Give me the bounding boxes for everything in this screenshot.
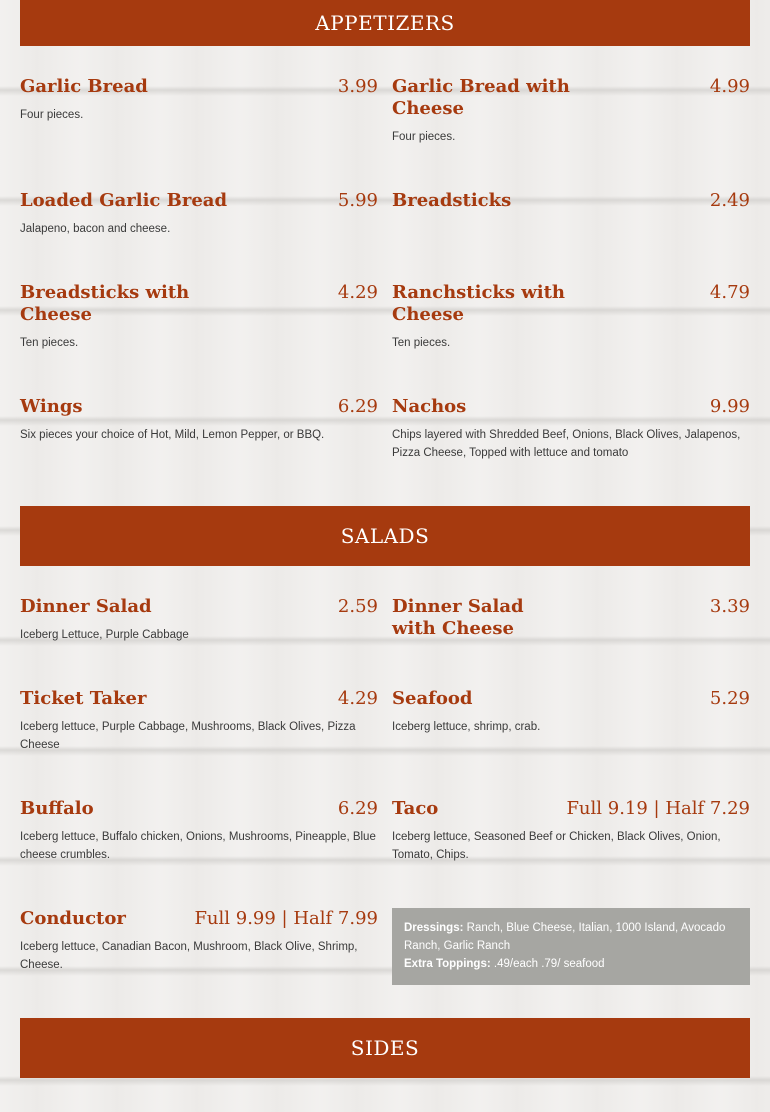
menu-item-taco [392,798,750,864]
menu-item-wings [20,396,378,444]
item-name: Seafood [392,688,473,709]
menu-item-loaded-garlic-bread [20,190,378,238]
item-description: Ten pieces. [392,337,451,349]
item-name: Conductor [20,908,126,929]
dressings-list: Ranch, Blue Cheese, Italian, 1000 Island, Avocado Ranch, Garlic Ranch [404,922,726,952]
item-price: Full 9.99 | Half 7.99 [194,908,378,929]
toppings-label: Extra Toppings: [404,958,491,970]
menu-item-conductor [20,908,378,974]
item-price: 6.29 [337,798,378,819]
section-title-sides: SIDES [350,1036,420,1060]
item-price: 6.29 [337,396,378,417]
dressings-line [404,919,738,955]
item-price: 4.79 [709,282,750,303]
item-price: 4.29 [337,688,378,709]
item-description: Iceberg lettuce, shrimp, crab. [392,721,541,733]
dressings-label: Dressings: [404,922,464,934]
item-description: Six pieces your choice of Hot, Mild, Lemon Pepper, or BBQ. [20,429,325,441]
section-header-appetizers [20,0,750,46]
item-price: 9.99 [709,396,750,417]
item-description: Four pieces. [20,109,84,121]
section-title-appetizers: APPETIZERS [315,11,455,35]
item-name: Wings [20,396,83,417]
section-header-salads [20,506,750,566]
item-price: 2.59 [337,596,378,617]
item-name: Ranchsticks with Cheese [392,282,566,325]
menu-item-breadsticks [392,190,750,212]
item-name: Dinner Salad with Cheese [392,596,524,639]
item-description: Chips layered with Shredded Beef, Onions, Black Olives, Jalapenos, Pizza Cheese, Topped with lettuce and tomato [392,429,741,459]
menu-item-buffalo [20,798,378,864]
item-description: Iceberg lettuce, Purple Cabbage, Mushrooms, Black Olives, Pizza Cheese [20,721,356,751]
section-header-sides [20,1018,750,1078]
menu-item-seafood [392,688,750,736]
menu-item-nachos [392,396,750,462]
item-name: Breadsticks with Cheese [20,282,190,325]
item-description: Four pieces. [392,131,456,143]
menu-item-dinner-salad-with-cheese [392,596,750,640]
item-description: Jalapeno, bacon and cheese. [20,223,171,235]
item-description: Iceberg lettuce, Buffalo chicken, Onions, Mushrooms, Pineapple, Blue cheese crumbles. [20,831,376,861]
toppings-price: .49/each .79/ seafood [493,958,605,970]
item-name: Dinner Salad [20,596,152,617]
item-description: Iceberg lettuce, Canadian Bacon, Mushroom, Black Olive, Shrimp, Cheese. [20,941,358,971]
item-name: Loaded Garlic Bread [20,190,228,211]
item-name: Nachos [392,396,467,417]
item-price: 2.49 [709,190,750,211]
item-name: Ticket Taker [20,688,147,709]
item-price: 4.99 [709,76,750,97]
menu-item-ranchsticks-with-cheese [392,282,750,352]
item-name: Garlic Bread [20,76,148,97]
item-name: Taco [392,798,439,819]
item-name: Breadsticks [392,190,512,211]
item-description: Iceberg Lettuce, Purple Cabbage [20,629,189,641]
item-description: Iceberg lettuce, Seasoned Beef or Chicken, Black Olives, Onion, Tomato, Chips. [392,831,721,861]
menu-item-dinner-salad [20,596,378,644]
menu-item-garlic-bread [20,76,378,124]
salad-dressings-note [392,908,750,985]
item-price: 5.99 [337,190,378,211]
menu-item-garlic-bread-with-cheese [392,76,750,146]
item-price: 4.29 [337,282,378,303]
item-name: Garlic Bread with Cheese [392,76,570,119]
item-price: 5.29 [709,688,750,709]
item-price: 3.39 [709,596,750,617]
menu-item-ticket-taker [20,688,378,754]
item-name: Buffalo [20,798,94,819]
item-description: Ten pieces. [20,337,79,349]
item-price: Full 9.19 | Half 7.29 [566,798,750,819]
section-title-salads: SALADS [340,524,430,548]
toppings-line [404,955,738,973]
menu-item-breadsticks-with-cheese [20,282,378,352]
item-price: 3.99 [337,76,378,97]
